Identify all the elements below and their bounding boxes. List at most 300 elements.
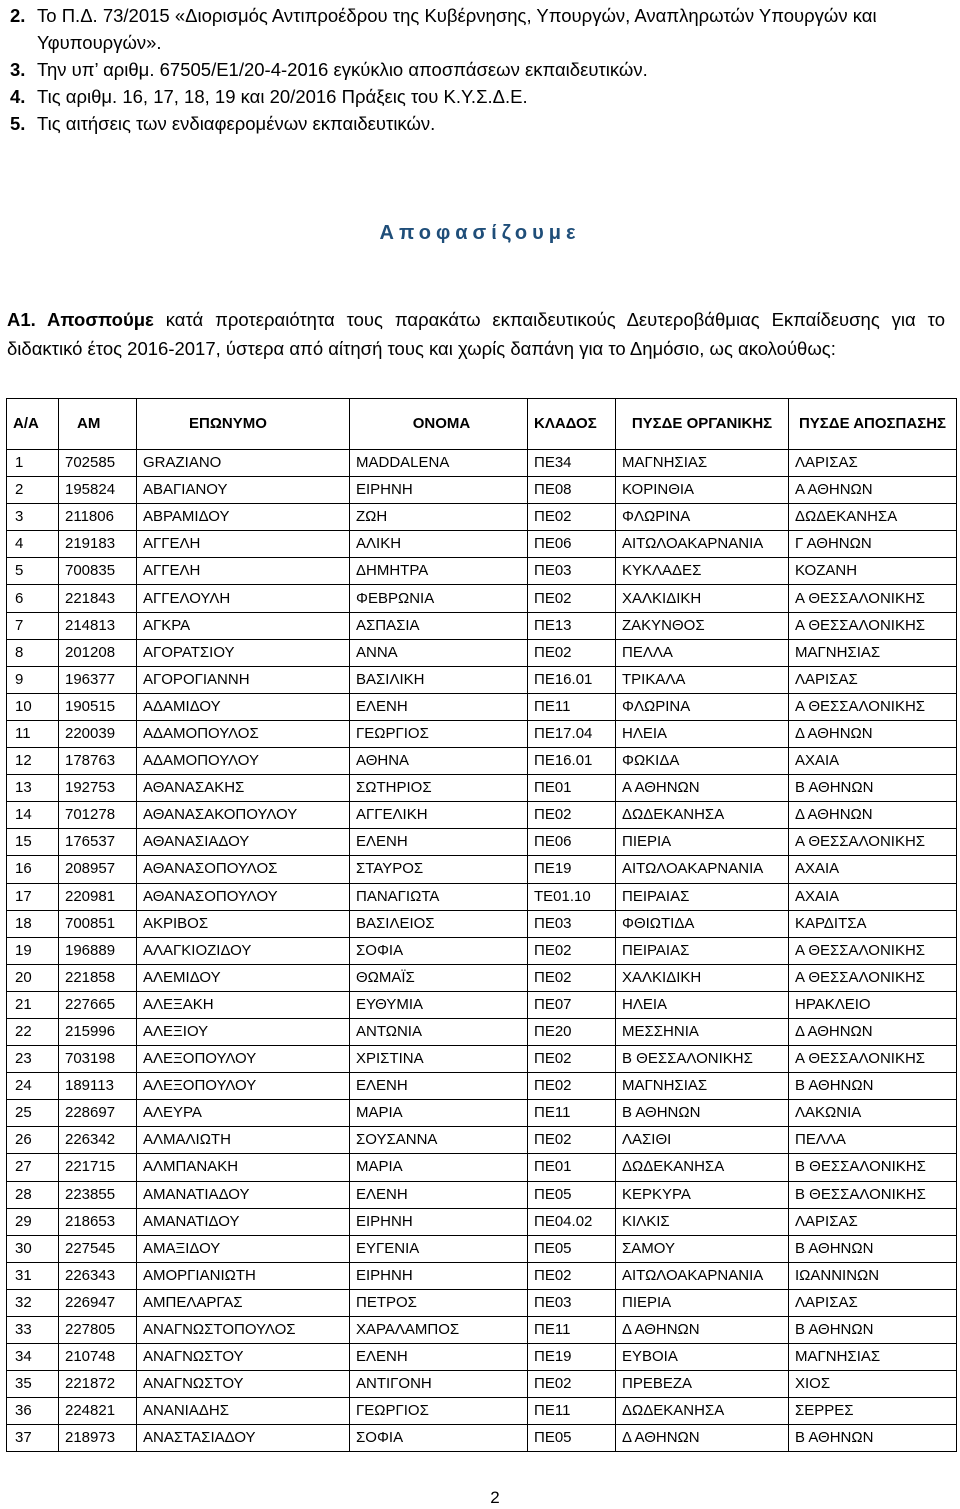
table-cell: 16 bbox=[7, 856, 59, 883]
table-cell: 27 bbox=[7, 1154, 59, 1181]
table-cell: 22 bbox=[7, 1018, 59, 1045]
table-cell: 226947 bbox=[59, 1289, 137, 1316]
table-cell: 17 bbox=[7, 883, 59, 910]
table-cell: ΑΝΤΙΓΟΝΗ bbox=[350, 1371, 528, 1398]
table-cell: ΠΕ02 bbox=[528, 1262, 616, 1289]
table-cell: ΠΕ13 bbox=[528, 612, 616, 639]
reference-number: 3. bbox=[10, 59, 26, 80]
table-cell: 219183 bbox=[59, 531, 137, 558]
table-cell: ΑΝΑΓΝΩΣΤΟΠΟΥΛΟΣ bbox=[137, 1317, 350, 1344]
table-cell: 176537 bbox=[59, 829, 137, 856]
table-cell: ΧΡΙΣΤΙΝΑ bbox=[350, 1046, 528, 1073]
table-cell: 226343 bbox=[59, 1262, 137, 1289]
table-cell: ΕΛΕΝΗ bbox=[350, 1181, 528, 1208]
table-cell: 190515 bbox=[59, 693, 137, 720]
table-cell: 19 bbox=[7, 937, 59, 964]
table-cell: ΑΘΗΝΑ bbox=[350, 748, 528, 775]
table-cell: Β ΑΘΗΝΩΝ bbox=[789, 775, 957, 802]
table-cell: ΒΑΣΙΛΙΚΗ bbox=[350, 666, 528, 693]
table-cell: Α ΑΘΗΝΩΝ bbox=[789, 477, 957, 504]
table-cell: 6 bbox=[7, 585, 59, 612]
table-cell: Α ΘΕΣΣΑΛΟΝΙΚΗΣ bbox=[789, 612, 957, 639]
table-cell: 34 bbox=[7, 1344, 59, 1371]
table-cell: 223855 bbox=[59, 1181, 137, 1208]
table-cell: ΑΝΝΑ bbox=[350, 639, 528, 666]
references-list bbox=[10, 2, 945, 137]
table-cell: ΧΑΛΚΙΔΙΚΗ bbox=[616, 964, 789, 991]
table-cell: ΤΕ01.10 bbox=[528, 883, 616, 910]
table-cell: ΣΟΦΙΑ bbox=[350, 937, 528, 964]
table-cell: Β ΑΘΗΝΩΝ bbox=[789, 1073, 957, 1100]
table-cell: ΑΜΠΕΛΑΡΓΑΣ bbox=[137, 1289, 350, 1316]
table-cell: ΑΜΟΡΓΙΑΝΙΩΤΗ bbox=[137, 1262, 350, 1289]
table-cell: ΠΕ03 bbox=[528, 910, 616, 937]
table-cell: ΕΛΕΝΗ bbox=[350, 1073, 528, 1100]
table-cell: 10 bbox=[7, 693, 59, 720]
table-cell: ΑΛΙΚΗ bbox=[350, 531, 528, 558]
reference-item bbox=[10, 2, 945, 56]
table-cell: 196377 bbox=[59, 666, 137, 693]
table-cell: 31 bbox=[7, 1262, 59, 1289]
table-cell: 37 bbox=[7, 1425, 59, 1452]
secondments-table bbox=[6, 398, 957, 1452]
table-row bbox=[7, 504, 957, 531]
table-cell: ΠΕ02 bbox=[528, 504, 616, 531]
table-cell: 702585 bbox=[59, 450, 137, 477]
table-cell: ΑΘΑΝΑΣΟΠΟΥΛΟΥ bbox=[137, 883, 350, 910]
table-cell: Δ ΑΘΗΝΩΝ bbox=[789, 802, 957, 829]
table-row bbox=[7, 910, 957, 937]
table-cell: ΑΓΓΕΛΗ bbox=[137, 558, 350, 585]
table-cell: Δ ΑΘΗΝΩΝ bbox=[789, 1018, 957, 1045]
table-row bbox=[7, 1208, 957, 1235]
table-cell: ΚΟΡΙΝΘΙΑ bbox=[616, 477, 789, 504]
table-cell: ΕΥΘΥΜΙΑ bbox=[350, 991, 528, 1018]
table-cell: ΑΘΑΝΑΣΟΠΟΥΛΟΣ bbox=[137, 856, 350, 883]
table-cell: 701278 bbox=[59, 802, 137, 829]
table-row bbox=[7, 883, 957, 910]
table-cell: ΠΕ02 bbox=[528, 1073, 616, 1100]
table-cell: 20 bbox=[7, 964, 59, 991]
table-cell: 700851 bbox=[59, 910, 137, 937]
table-cell: ΛΑΡΙΣΑΣ bbox=[789, 450, 957, 477]
table-cell: ΖΑΚΥΝΘΟΣ bbox=[616, 612, 789, 639]
table-cell: Β ΑΘΗΝΩΝ bbox=[616, 1100, 789, 1127]
table-cell: 12 bbox=[7, 748, 59, 775]
table-cell: ΠΕ02 bbox=[528, 964, 616, 991]
table-cell: 23 bbox=[7, 1046, 59, 1073]
table-cell: ΕΛΕΝΗ bbox=[350, 829, 528, 856]
table-row bbox=[7, 1154, 957, 1181]
table-cell: Α ΘΕΣΣΑΛΟΝΙΚΗΣ bbox=[789, 585, 957, 612]
table-cell: ΑΜΑΞΙΔΟΥ bbox=[137, 1235, 350, 1262]
table-cell: ΜΕΣΣΗΝΙΑ bbox=[616, 1018, 789, 1045]
table-cell: ΑΓΓΕΛΗ bbox=[137, 531, 350, 558]
table-cell: ΣΑΜΟΥ bbox=[616, 1235, 789, 1262]
table-cell: ΑΜΑΝΑΤΙΔΟΥ bbox=[137, 1208, 350, 1235]
table-cell: ΑΙΤΩΛΟΑΚΑΡΝΑΝΙΑ bbox=[616, 856, 789, 883]
table-cell: ΛΑΡΙΣΑΣ bbox=[789, 1208, 957, 1235]
table-cell: Α ΘΕΣΣΑΛΟΝΙΚΗΣ bbox=[789, 693, 957, 720]
table-cell: ΑΣΠΑΣΙΑ bbox=[350, 612, 528, 639]
table-cell: ΠΕ06 bbox=[528, 829, 616, 856]
table-cell: ΔΗΜΗΤΡΑ bbox=[350, 558, 528, 585]
reference-text: Το Π.Δ. 73/2015 «Διορισμός Αντιπροέδρου της Κυβέρνησης, Υπουργών, Αναπληρωτών Υπουργών και Υφυπουργών». bbox=[37, 5, 877, 53]
table-cell: 11 bbox=[7, 720, 59, 747]
table-cell: ΠΕΙΡΑΙΑΣ bbox=[616, 937, 789, 964]
table-cell: 218653 bbox=[59, 1208, 137, 1235]
table-row bbox=[7, 1046, 957, 1073]
table-cell: ΕΥΓΕΝΙΑ bbox=[350, 1235, 528, 1262]
table-row bbox=[7, 720, 957, 747]
table-cell: ΠΕ05 bbox=[528, 1425, 616, 1452]
reference-item bbox=[10, 56, 945, 83]
table-cell: ΚΥΚΛΑΔΕΣ bbox=[616, 558, 789, 585]
table-cell: ΠΕ01 bbox=[528, 1154, 616, 1181]
reference-item bbox=[10, 110, 945, 137]
table-cell: ΖΩΗ bbox=[350, 504, 528, 531]
table-cell: ΑΙΤΩΛΟΑΚΑΡΝΑΝΙΑ bbox=[616, 1262, 789, 1289]
table-cell: ΠΕ02 bbox=[528, 1127, 616, 1154]
table-row bbox=[7, 1289, 957, 1316]
table-cell: ΠΕ07 bbox=[528, 991, 616, 1018]
table-cell: Δ ΑΘΗΝΩΝ bbox=[616, 1425, 789, 1452]
table-cell: 227805 bbox=[59, 1317, 137, 1344]
reference-text: Τις αιτήσεις των ενδιαφερομένων εκπαιδευτικών. bbox=[37, 113, 436, 134]
table-cell: ΠΕΛΛΑ bbox=[616, 639, 789, 666]
table-cell: ΠΕ05 bbox=[528, 1181, 616, 1208]
table-cell: 7 bbox=[7, 612, 59, 639]
table-cell: ΑΝΑΣΤΑΣΙΑΔΟΥ bbox=[137, 1425, 350, 1452]
table-cell: ΧΙΟΣ bbox=[789, 1371, 957, 1398]
table-row bbox=[7, 666, 957, 693]
table-cell: ΣΤΑΥΡΟΣ bbox=[350, 856, 528, 883]
table-cell: ΠΕ11 bbox=[528, 1398, 616, 1425]
table-cell: ΑΔΑΜΟΠΟΥΛΟΣ bbox=[137, 720, 350, 747]
table-cell: ΠΕΙΡΑΙΑΣ bbox=[616, 883, 789, 910]
table-row bbox=[7, 477, 957, 504]
table-cell: 220981 bbox=[59, 883, 137, 910]
intro-text: κατά προτεραιότητα τους παρακάτω εκπαιδευτικούς Δευτεροβάθμιας Εκπαίδευσης για το διδακτικό έτος 2016-2017, ύστερα από αίτησή τους και χωρίς δαπάνη για το Δημόσιο, ως ακολούθως: bbox=[7, 309, 945, 359]
table-row bbox=[7, 1018, 957, 1045]
table-cell: ΠΕ03 bbox=[528, 558, 616, 585]
table-cell: ΑΘΑΝΑΣΙΑΔΟΥ bbox=[137, 829, 350, 856]
reference-text: Τις αριθμ. 16, 17, 18, 19 και 20/2016 Πράξεις του Κ.Υ.Σ.Δ.Ε. bbox=[37, 86, 528, 107]
table-row bbox=[7, 693, 957, 720]
table-cell: 26 bbox=[7, 1127, 59, 1154]
intro-bold-label: Α1. Αποσπούμε bbox=[7, 309, 154, 330]
table-cell: 215996 bbox=[59, 1018, 137, 1045]
table-cell: ΔΩΔΕΚΑΝΗΣΑ bbox=[616, 1398, 789, 1425]
table-cell: ΜΑΡΙΑ bbox=[350, 1100, 528, 1127]
table-cell: 13 bbox=[7, 775, 59, 802]
table-cell: ΓΕΩΡΓΙΟΣ bbox=[350, 1398, 528, 1425]
table-cell: ΙΩΑΝΝΙΝΩΝ bbox=[789, 1262, 957, 1289]
table-cell: ΠΕ04.02 bbox=[528, 1208, 616, 1235]
table-cell: ΜΑΓΝΗΣΙΑΣ bbox=[616, 450, 789, 477]
table-cell: ΜΑΓΝΗΣΙΑΣ bbox=[616, 1073, 789, 1100]
table-cell: ΑΛΕΞΙΟΥ bbox=[137, 1018, 350, 1045]
table-cell: Β ΑΘΗΝΩΝ bbox=[789, 1235, 957, 1262]
table-cell: ΑΓΓΕΛΟΥΛΗ bbox=[137, 585, 350, 612]
table-cell: Β ΑΘΗΝΩΝ bbox=[789, 1425, 957, 1452]
table-cell: 195824 bbox=[59, 477, 137, 504]
table-cell: ΑΚΡΙΒΟΣ bbox=[137, 910, 350, 937]
table-cell: Β ΘΕΣΣΑΛΟΝΙΚΗΣ bbox=[789, 1181, 957, 1208]
table-cell: 178763 bbox=[59, 748, 137, 775]
table-cell: ΑΛΕΜΙΔΟΥ bbox=[137, 964, 350, 991]
table-cell: 220039 bbox=[59, 720, 137, 747]
table-cell: ΜΑΓΝΗΣΙΑΣ bbox=[789, 1344, 957, 1371]
reference-number: 2. bbox=[10, 5, 26, 26]
table-row bbox=[7, 1235, 957, 1262]
table-cell: ΠΕ02 bbox=[528, 1046, 616, 1073]
table-cell: ΑΛΕΞΟΠΟΥΛΟΥ bbox=[137, 1073, 350, 1100]
table-cell: ΑΛΕΞΑΚΗ bbox=[137, 991, 350, 1018]
reference-number: 4. bbox=[10, 86, 26, 107]
table-cell: ΕΙΡΗΝΗ bbox=[350, 477, 528, 504]
table-cell: ΠΕ11 bbox=[528, 693, 616, 720]
table-cell: ΘΩΜΑΪΣ bbox=[350, 964, 528, 991]
table-cell: Β ΑΘΗΝΩΝ bbox=[789, 1317, 957, 1344]
table-cell: 226342 bbox=[59, 1127, 137, 1154]
table-cell: ΧΑΛΚΙΔΙΚΗ bbox=[616, 585, 789, 612]
table-cell: ΠΕ02 bbox=[528, 1371, 616, 1398]
table-cell: ΠΕ16.01 bbox=[528, 748, 616, 775]
table-cell: ΚΕΡΚΥΡΑ bbox=[616, 1181, 789, 1208]
table-cell: 189113 bbox=[59, 1073, 137, 1100]
table-cell: 14 bbox=[7, 802, 59, 829]
decision-heading: Αποφασίζουμε bbox=[379, 222, 581, 244]
table-row bbox=[7, 1344, 957, 1371]
table-cell: Β ΘΕΣΣΑΛΟΝΙΚΗΣ bbox=[789, 1154, 957, 1181]
table-cell: ΚΙΛΚΙΣ bbox=[616, 1208, 789, 1235]
table-cell: ΧΑΡΑΛΑΜΠΟΣ bbox=[350, 1317, 528, 1344]
table-row bbox=[7, 991, 957, 1018]
table-cell: ΑΝΤΩΝΙΑ bbox=[350, 1018, 528, 1045]
table-cell: Δ ΑΘΗΝΩΝ bbox=[789, 720, 957, 747]
table-cell: 4 bbox=[7, 531, 59, 558]
column-header: Α/Α bbox=[7, 399, 59, 450]
table-cell: ΛΑΣΙΘΙ bbox=[616, 1127, 789, 1154]
table-cell: ΠΕ17.04 bbox=[528, 720, 616, 747]
table-cell: Β ΘΕΣΣΑΛΟΝΙΚΗΣ bbox=[616, 1046, 789, 1073]
table-cell: ΠΕ11 bbox=[528, 1100, 616, 1127]
table-cell: 221872 bbox=[59, 1371, 137, 1398]
table-cell: ΑΛΑΓΚΙΟΖΙΔΟΥ bbox=[137, 937, 350, 964]
table-cell: ΠΕ02 bbox=[528, 937, 616, 964]
table-cell: 208957 bbox=[59, 856, 137, 883]
table-cell: Α ΘΕΣΣΑΛΟΝΙΚΗΣ bbox=[789, 829, 957, 856]
table-cell: ΒΑΣΙΛΕΙΟΣ bbox=[350, 910, 528, 937]
table-cell: ΠΕΛΛΑ bbox=[789, 1127, 957, 1154]
table-cell: ΛΑΡΙΣΑΣ bbox=[789, 1289, 957, 1316]
table-cell: ΑΓΚΡΑ bbox=[137, 612, 350, 639]
table-cell: 211806 bbox=[59, 504, 137, 531]
table-cell: 227665 bbox=[59, 991, 137, 1018]
table-cell: Α ΘΕΣΣΑΛΟΝΙΚΗΣ bbox=[789, 1046, 957, 1073]
column-header: ΕΠΩΝΥΜΟ bbox=[137, 399, 350, 450]
column-header: ΚΛΑΔΟΣ bbox=[528, 399, 616, 450]
table-row bbox=[7, 937, 957, 964]
table-cell: ΤΡΙΚΑΛΑ bbox=[616, 666, 789, 693]
table-cell: 36 bbox=[7, 1398, 59, 1425]
table-cell: ΠΙΕΡΙΑ bbox=[616, 1289, 789, 1316]
table-row bbox=[7, 1398, 957, 1425]
table-cell: 196889 bbox=[59, 937, 137, 964]
table-cell: ΔΩΔΕΚΑΝΗΣΑ bbox=[789, 504, 957, 531]
table-cell: 218973 bbox=[59, 1425, 137, 1452]
table-cell: ΠΡΕΒΕΖΑ bbox=[616, 1371, 789, 1398]
table-cell: 28 bbox=[7, 1181, 59, 1208]
table-row bbox=[7, 748, 957, 775]
table-cell: ΚΟΖΑΝΗ bbox=[789, 558, 957, 585]
table-cell: ΠΕ16.01 bbox=[528, 666, 616, 693]
table-row bbox=[7, 558, 957, 585]
table-row bbox=[7, 1127, 957, 1154]
table-cell: ΕΙΡΗΝΗ bbox=[350, 1262, 528, 1289]
table-row bbox=[7, 1371, 957, 1398]
table-cell: ΠΕ01 bbox=[528, 775, 616, 802]
table-cell: 18 bbox=[7, 910, 59, 937]
table-cell: 221843 bbox=[59, 585, 137, 612]
table-cell: ΠΕ19 bbox=[528, 1344, 616, 1371]
table-cell: 29 bbox=[7, 1208, 59, 1235]
table-row bbox=[7, 585, 957, 612]
table-cell: 700835 bbox=[59, 558, 137, 585]
table-cell: 192753 bbox=[59, 775, 137, 802]
table-cell: ΑΝΑΓΝΩΣΤΟΥ bbox=[137, 1371, 350, 1398]
table-cell: ΠΕ06 bbox=[528, 531, 616, 558]
column-header: ΠΥΣΔΕ ΑΠΟΣΠΑΣΗΣ bbox=[789, 399, 957, 450]
table-cell: ΔΩΔΕΚΑΝΗΣΑ bbox=[616, 1154, 789, 1181]
table-cell: ΑΒΡΑΜΙΔΟΥ bbox=[137, 504, 350, 531]
table-row bbox=[7, 1181, 957, 1208]
table-cell: ΜΑΓΝΗΣΙΑΣ bbox=[789, 639, 957, 666]
table-cell: ΠΕ11 bbox=[528, 1317, 616, 1344]
table-cell: 25 bbox=[7, 1100, 59, 1127]
table-cell: ΗΛΕΙΑ bbox=[616, 991, 789, 1018]
table-cell: 24 bbox=[7, 1073, 59, 1100]
table-cell: ΠΕ02 bbox=[528, 585, 616, 612]
reference-item bbox=[10, 83, 945, 110]
table-cell: ΠΕ19 bbox=[528, 856, 616, 883]
table-cell: ΠΕ34 bbox=[528, 450, 616, 477]
table-cell: ΦΘΙΩΤΙΔΑ bbox=[616, 910, 789, 937]
table-row bbox=[7, 775, 957, 802]
table-cell: ΑΔΑΜΙΔΟΥ bbox=[137, 693, 350, 720]
table-cell: ΔΩΔΕΚΑΝΗΣΑ bbox=[616, 802, 789, 829]
table-cell: ΛΑΡΙΣΑΣ bbox=[789, 666, 957, 693]
table-cell: ΑΘΑΝΑΣΑΚΗΣ bbox=[137, 775, 350, 802]
table-row bbox=[7, 1262, 957, 1289]
table-cell: Δ ΑΘΗΝΩΝ bbox=[616, 1317, 789, 1344]
table-row bbox=[7, 1100, 957, 1127]
table-cell: ΑΧΑΙΑ bbox=[789, 856, 957, 883]
table-cell: ΕΛΕΝΗ bbox=[350, 693, 528, 720]
table-cell: 15 bbox=[7, 829, 59, 856]
table-cell: 221715 bbox=[59, 1154, 137, 1181]
table-cell: 210748 bbox=[59, 1344, 137, 1371]
table-cell: Α ΑΘΗΝΩΝ bbox=[616, 775, 789, 802]
table-cell: 228697 bbox=[59, 1100, 137, 1127]
table-row bbox=[7, 1425, 957, 1452]
table-cell: 221858 bbox=[59, 964, 137, 991]
table-header-row bbox=[7, 399, 957, 450]
column-header: ΠΥΣΔΕ ΟΡΓΑΝΙΚΗΣ bbox=[616, 399, 789, 450]
table-cell: 1 bbox=[7, 450, 59, 477]
table-row bbox=[7, 1073, 957, 1100]
table-cell: ΦΩΚΙΔΑ bbox=[616, 748, 789, 775]
table-cell: ΠΙΕΡΙΑ bbox=[616, 829, 789, 856]
table-cell: 5 bbox=[7, 558, 59, 585]
table-row bbox=[7, 829, 957, 856]
table-cell: ΦΛΩΡΙΝΑ bbox=[616, 693, 789, 720]
table-cell: ΕΛΕΝΗ bbox=[350, 1344, 528, 1371]
table-cell: ΓΕΩΡΓΙΟΣ bbox=[350, 720, 528, 747]
table-cell: ΑΛΕΞΟΠΟΥΛΟΥ bbox=[137, 1046, 350, 1073]
table-row bbox=[7, 531, 957, 558]
table-row bbox=[7, 964, 957, 991]
table-cell: ΑΘΑΝΑΣΑΚΟΠΟΥΛΟΥ bbox=[137, 802, 350, 829]
table-cell: 214813 bbox=[59, 612, 137, 639]
table-cell: 224821 bbox=[59, 1398, 137, 1425]
table-cell: 21 bbox=[7, 991, 59, 1018]
table-cell: 32 bbox=[7, 1289, 59, 1316]
table-cell: 30 bbox=[7, 1235, 59, 1262]
table-cell: 8 bbox=[7, 639, 59, 666]
table-cell: Α ΘΕΣΣΑΛΟΝΙΚΗΣ bbox=[789, 937, 957, 964]
table-cell: ΑΛΜΑΛΙΩΤΗ bbox=[137, 1127, 350, 1154]
table-cell: 3 bbox=[7, 504, 59, 531]
table-row bbox=[7, 612, 957, 639]
table-cell: ΑΔΑΜΟΠΟΥΛΟΥ bbox=[137, 748, 350, 775]
table-row bbox=[7, 802, 957, 829]
intro-paragraph bbox=[7, 305, 945, 363]
table-cell: ΦΛΩΡΙΝΑ bbox=[616, 504, 789, 531]
table-cell: ΣΟΥΣΑΝΝΑ bbox=[350, 1127, 528, 1154]
table-cell: ΛΑΚΩΝΙΑ bbox=[789, 1100, 957, 1127]
column-header: ΑΜ bbox=[59, 399, 137, 450]
table-cell: ΗΡΑΚΛΕΙΟ bbox=[789, 991, 957, 1018]
reference-text: Την υπ’ αριθμ. 67505/Ε1/20-4-2016 εγκύκλιο αποσπάσεων εκπαιδευτικών. bbox=[37, 59, 648, 80]
table-row bbox=[7, 450, 957, 477]
table-cell: ΕΥΒΟΙΑ bbox=[616, 1344, 789, 1371]
table-cell: 703198 bbox=[59, 1046, 137, 1073]
table-cell: ΠΕΤΡΟΣ bbox=[350, 1289, 528, 1316]
table-cell: ΠΕ03 bbox=[528, 1289, 616, 1316]
table-cell: ΑΙΤΩΛΟΑΚΑΡΝΑΝΙΑ bbox=[616, 531, 789, 558]
table-row bbox=[7, 1317, 957, 1344]
table-cell: 201208 bbox=[59, 639, 137, 666]
table-cell: ΠΕ08 bbox=[528, 477, 616, 504]
table-cell: ΑΧΑΙΑ bbox=[789, 748, 957, 775]
table-cell: ΑΝΑΝΙΑΔΗΣ bbox=[137, 1398, 350, 1425]
table-cell: 9 bbox=[7, 666, 59, 693]
table-cell: ΣΩΤΗΡΙΟΣ bbox=[350, 775, 528, 802]
column-header: ΟΝΟΜΑ bbox=[350, 399, 528, 450]
table-cell: ΚΑΡΔΙΤΣΑ bbox=[789, 910, 957, 937]
table-cell: ΑΜΑΝΑΤΙΑΔΟΥ bbox=[137, 1181, 350, 1208]
table-cell: Γ ΑΘΗΝΩΝ bbox=[789, 531, 957, 558]
table-cell: ΣΟΦΙΑ bbox=[350, 1425, 528, 1452]
table-cell: ΑΒΑΓΙΑΝΟΥ bbox=[137, 477, 350, 504]
table-cell: GRAZIANO bbox=[137, 450, 350, 477]
table-cell: ΑΓΓΕΛΙΚΗ bbox=[350, 802, 528, 829]
table-cell: ΕΙΡΗΝΗ bbox=[350, 1208, 528, 1235]
table-cell: 33 bbox=[7, 1317, 59, 1344]
table-cell: ΠΑΝΑΓΙΩΤΑ bbox=[350, 883, 528, 910]
